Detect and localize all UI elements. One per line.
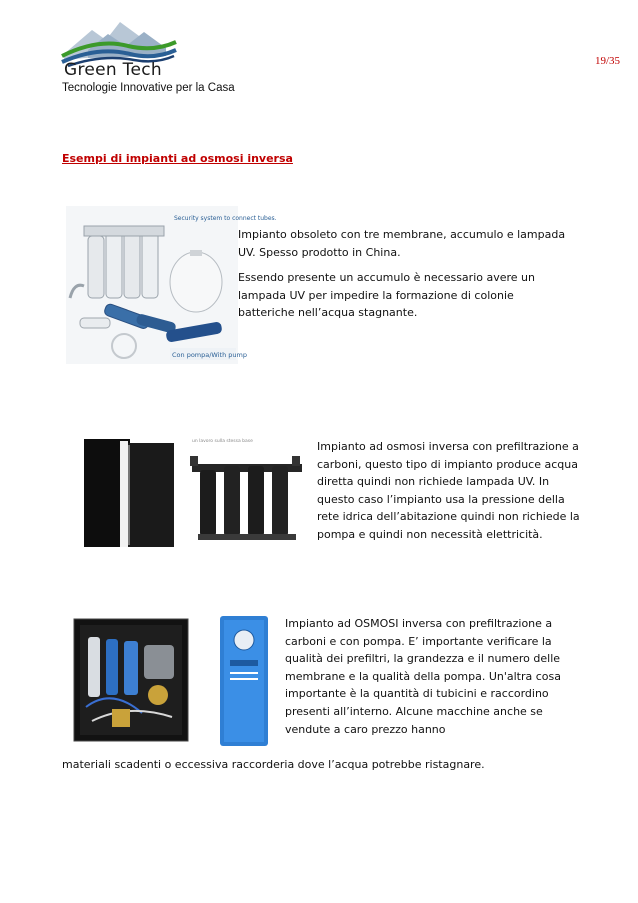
ro-cabinet-image <box>78 437 180 549</box>
block3-text-wrapped <box>285 615 585 738</box>
brand-name: Green Tech <box>64 60 162 80</box>
carbon-prefilters-image <box>186 436 310 552</box>
block1-paragraph-1: Impianto obsoleto con tre membrane, accumulo e lampada UV. Spesso prodotto in China. <box>238 228 566 259</box>
prefilters-image-caption: un lavoro sulla stessa base <box>192 439 253 444</box>
block3-paragraph: Impianto ad OSMOSI inversa con prefiltrazione a carboni e con pompa. E’ importante verificare la qualità dei prefiltri, la grandezza e il numero delle membrane e la qualità della pompa. Un'altra cosa importante è la quantità di tubicini e raccordino presenti all’interno. Alcune macchine anche se vendute a caro prezzo hanno <box>285 617 562 736</box>
page-number: 19/35 <box>594 55 620 67</box>
block2-paragraph: Impianto ad osmosi inversa con prefiltrazione a carboni, questo tipo di impianto produce acqua diretta quindi non richiede lampada UV. In questo caso l’impianto usa la pressione della rete idrica dell’abitazione quindi non richiede la pompa e quindi non necessità elettricità. <box>317 440 580 541</box>
block3-paragraph-continued: materiali scadenti o eccessiva raccorderia dove l’acqua potrebbe ristagnare. <box>62 758 485 771</box>
ro-system-tank-image <box>66 206 277 364</box>
block3-text-full <box>62 756 602 774</box>
image-label-pump: Con pompa/With pump <box>172 351 247 359</box>
block1-text <box>238 226 572 322</box>
ro-blue-unit-image <box>216 614 272 748</box>
block1-paragraph-2: Essendo presente un accumulo è necessario avere un lampada UV per impedire la formazione di colonie batteriche nell’acqua stagnante. <box>238 271 535 320</box>
section-title: Esempi di impianti ad osmosi inversa <box>62 152 293 165</box>
brand-tagline: Tecnologie Innovative per la Casa <box>62 82 235 94</box>
image-label-security: Security system to connect tubes. <box>174 215 277 222</box>
ro-pump-system-image <box>72 617 192 744</box>
block2-text <box>317 438 583 544</box>
